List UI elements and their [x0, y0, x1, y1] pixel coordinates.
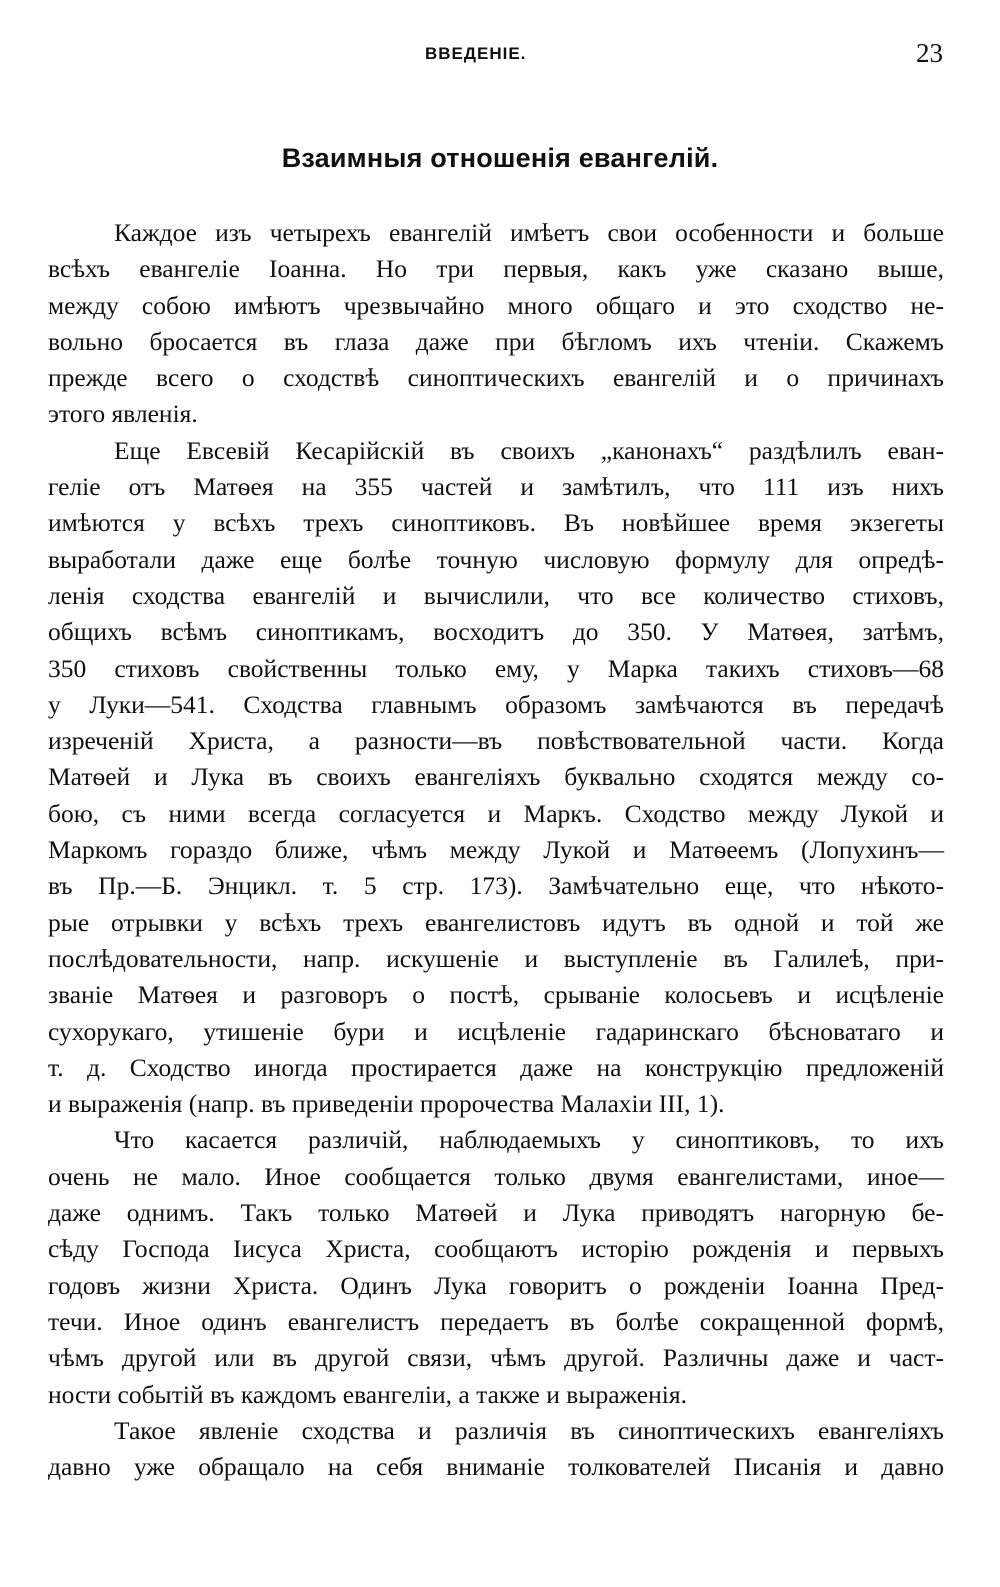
text-line: сухорукаго, утишеніе бури и исцѣленіе гадаринскаго бѣсноватаго и — [48, 1016, 944, 1046]
text-line: послѣдовательности, напр. искушеніе и выступленіе въ Галилеѣ, при- — [48, 943, 944, 973]
text-line: Еще Евсевій Кесарійскій въ своихъ „канонахъ“ раздѣлилъ еван- — [114, 435, 944, 465]
text-line: ности событій въ каждомъ евангеліи, а также и выраженія. — [48, 1379, 687, 1409]
text-line: между собою имѣютъ чрезвычайно много общаго и это сходство не- — [48, 290, 944, 320]
running-head — [0, 38, 1000, 78]
text-line: давно уже обращало на себя вниманіе толкователей Писанія и давно — [48, 1452, 944, 1482]
paragraph — [48, 1413, 944, 1486]
body-text — [48, 215, 944, 1485]
text-line: т. д. Сходство иногда простирается даже на конструкцію предложеній — [48, 1052, 944, 1082]
paragraph — [48, 1122, 944, 1412]
text-line: очень не мало. Иное сообщается только двумя евангелистами, иное— — [48, 1161, 944, 1191]
running-title: ВВЕДЕНІЕ. — [425, 44, 527, 63]
text-line: бою, съ ними всегда согласуется и Маркъ. Сходство между Лукой и — [48, 798, 944, 828]
text-line: вольно бросается въ глаза даже при бѣгломъ ихъ чтеніи. Скажемъ — [48, 326, 944, 356]
text-line: и выраженія (напр. въ приведеніи пророчества Малахіи III, 1). — [48, 1089, 725, 1119]
text-line: Что касается различій, наблюдаемыхъ у синоптиковъ, то ихъ — [114, 1125, 944, 1155]
text-line: всѣхъ евангеліе Іоанна. Но три первыя, какъ уже сказано выше, — [48, 254, 944, 284]
text-line: 350 стиховъ свойственны только ему, у Марка такихъ стиховъ—68 — [48, 653, 944, 683]
text-line: чѣмъ другой или въ другой связи, чѣмъ другой. Различны даже и част- — [48, 1343, 944, 1373]
text-line: ленія сходства евангелій и вычислили, что все количество стиховъ, — [48, 580, 944, 610]
text-line: сѣду Господа Іисуса Христа, сообщаютъ исторію рожденія и первыхъ — [48, 1234, 944, 1264]
text-line: имѣются у всѣхъ трехъ синоптиковъ. Въ новѣйшее время экзегеты — [48, 508, 944, 538]
paragraph — [48, 215, 944, 433]
section-heading: Взаимныя отношенія евангелій. — [281, 143, 719, 173]
text-line: прежде всего о сходствѣ синоптическихъ евангелій и о причинахъ — [48, 363, 944, 393]
text-line: геліе отъ Матѳея на 355 частей и замѣтилъ, что 111 изъ нихъ — [48, 472, 944, 502]
text-line: Маркомъ гораздо ближе, чѣмъ между Лукой и Матѳеемъ (Лопухинъ— — [48, 835, 944, 865]
text-line: рые отрывки у всѣхъ трехъ евангелистовъ идутъ въ одной и той же — [48, 907, 944, 937]
text-line: общихъ всѣмъ синоптикамъ, восходитъ до 350. У Матѳея, затѣмъ, — [48, 617, 944, 647]
paragraph — [48, 433, 944, 1123]
text-line: этого явленія. — [48, 399, 198, 429]
text-line: выработали даже еще болѣе точную числовую формулу для опредѣ- — [48, 544, 944, 574]
text-line: у Луки—541. Сходства главнымъ образомъ замѣчаются въ передачѣ — [48, 689, 944, 719]
text-line: Такое явленіе сходства и различія въ синоптическихъ евангеліяхъ — [114, 1415, 944, 1445]
text-line: званіе Матѳея и разговоръ о постѣ, срываніе колосьевъ и исцѣленіе — [48, 980, 944, 1010]
text-line: даже однимъ. Такъ только Матѳей и Лука приводятъ нагорную бе- — [48, 1198, 944, 1228]
text-line: течи. Иное одинъ евангелистъ передаетъ въ болѣе сокращенной формѣ, — [48, 1306, 944, 1336]
page-number: 23 — [916, 38, 943, 68]
text-line: въ Пр.—Б. Энцикл. т. 5 стр. 173). Замѣчательно еще, что нѣкото- — [48, 871, 944, 901]
text-line: годовъ жизни Христа. Одинъ Лука говоритъ о рожденіи Іоанна Пред- — [48, 1270, 944, 1300]
text-line: изреченій Христа, а разности—въ повѣствовательной части. Когда — [48, 726, 944, 756]
text-line: Каждое изъ четырехъ евангелій имѣетъ свои особенности и больше — [114, 218, 944, 247]
text-line: Матѳей и Лука въ своихъ евангеліяхъ буквально сходятся между со- — [48, 762, 944, 792]
